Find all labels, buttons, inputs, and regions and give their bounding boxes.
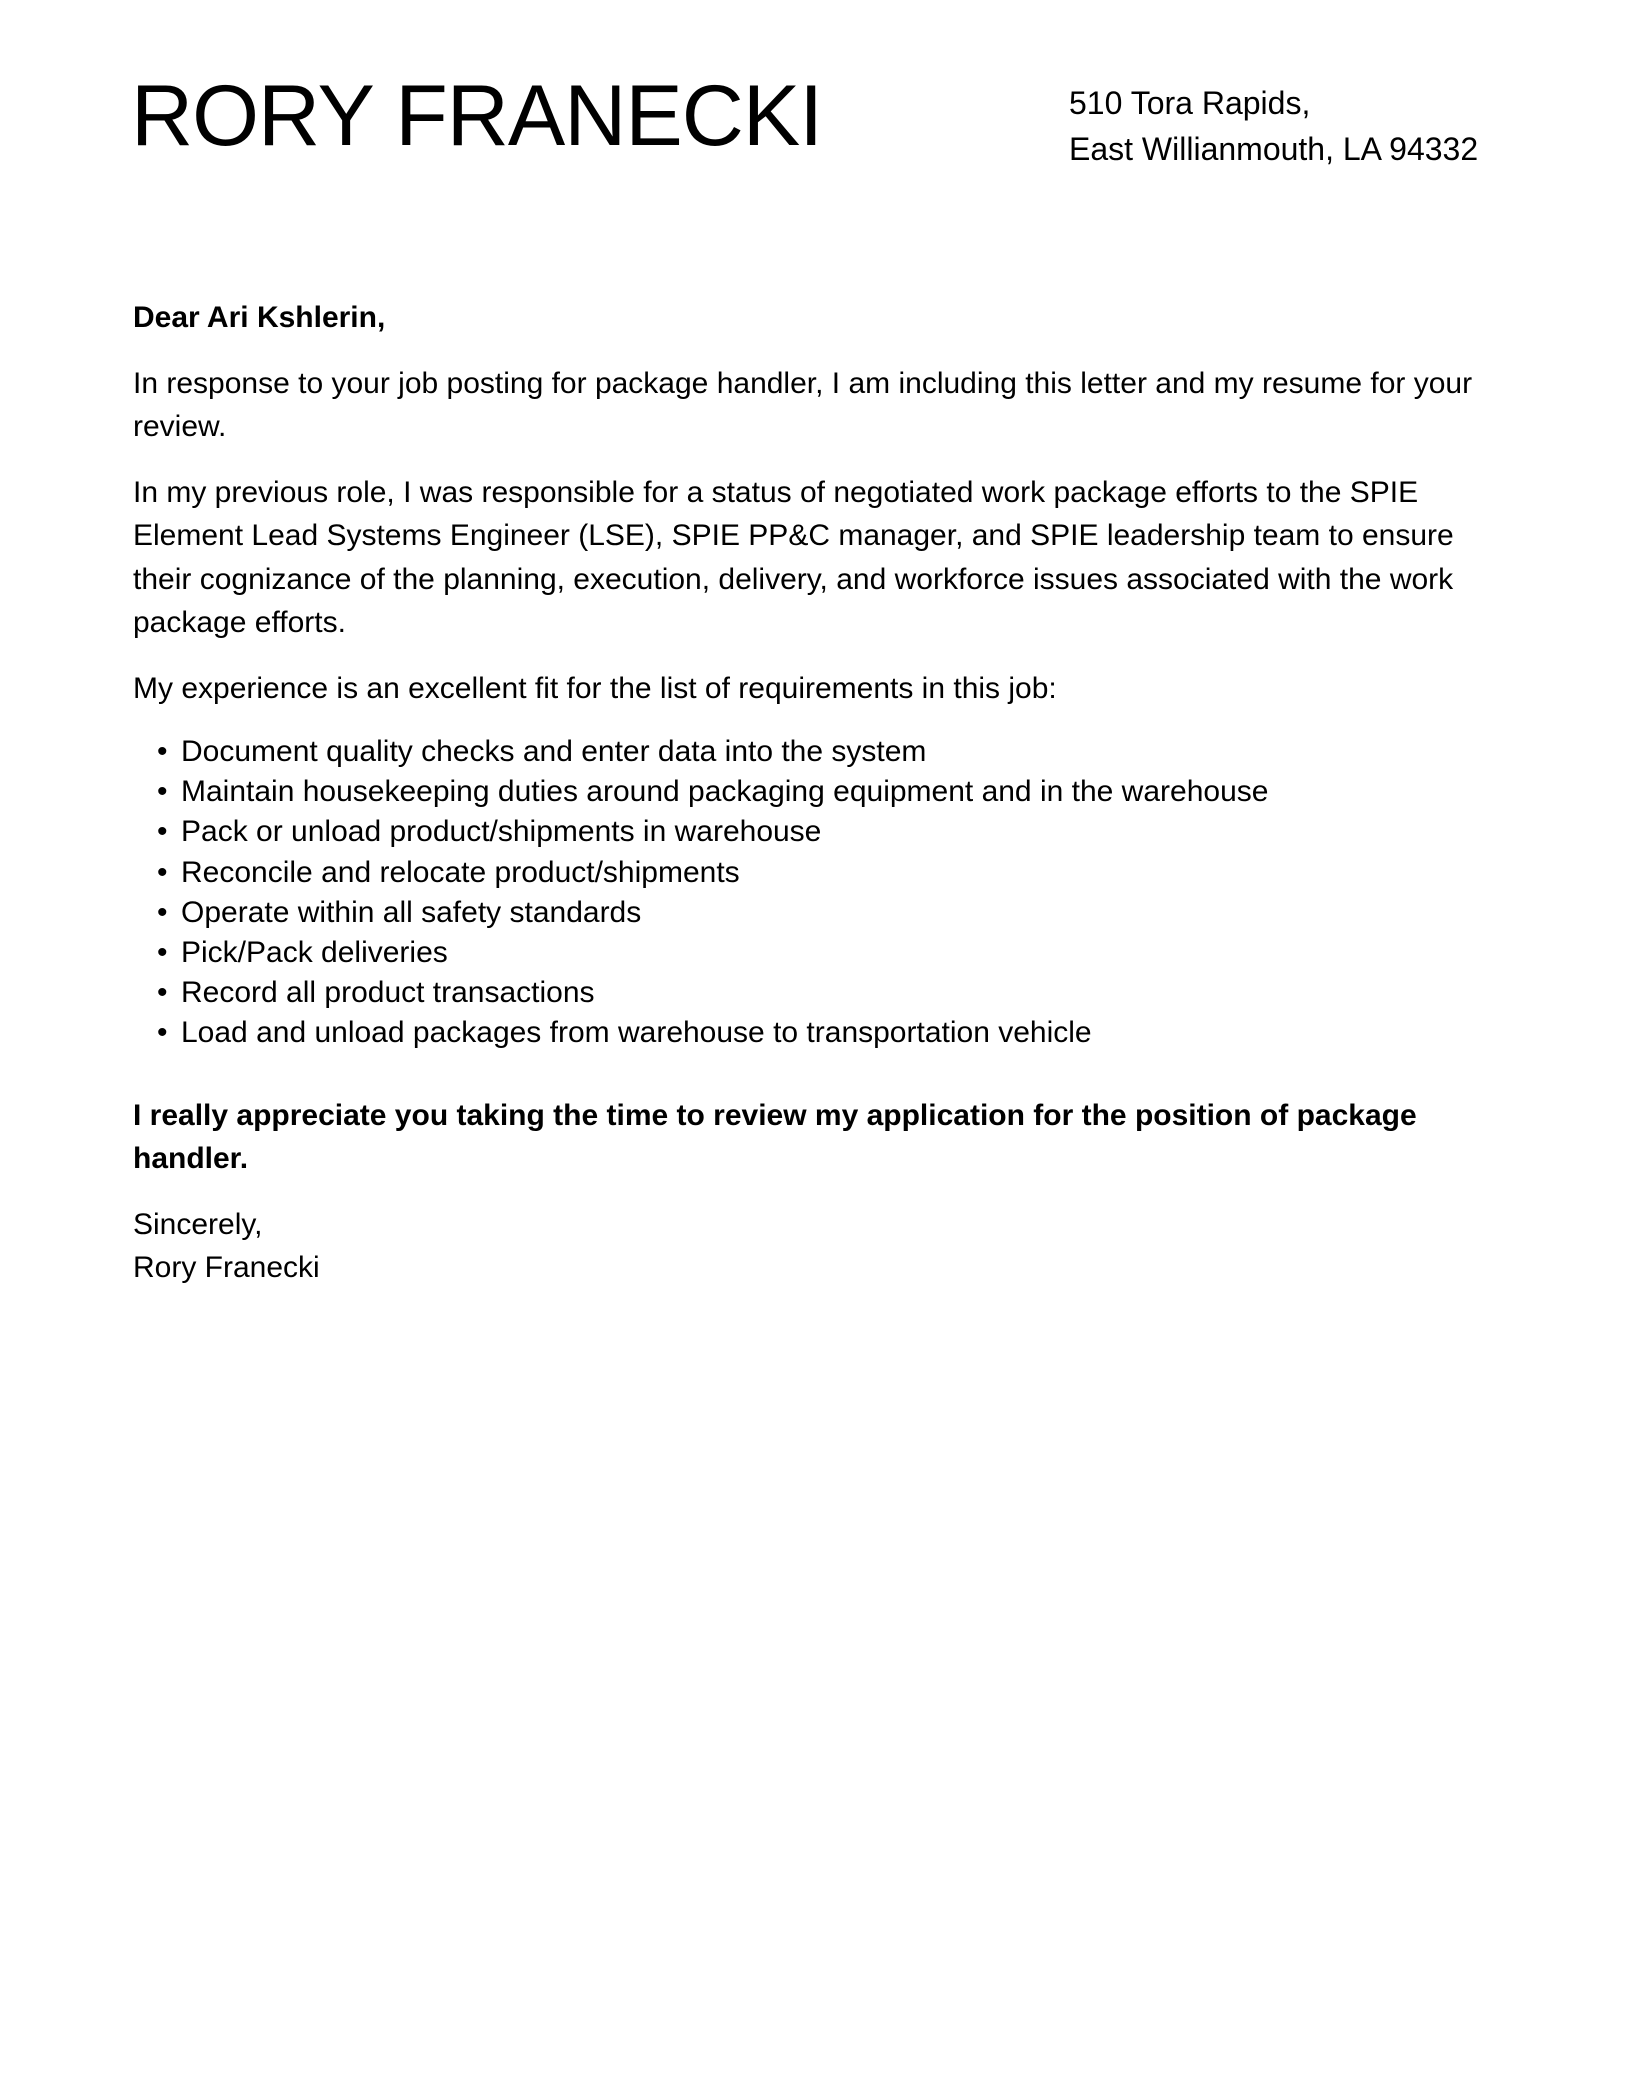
list-item [133, 1013, 1503, 1053]
requirement-text: Pack or unload product/shipments in warehouse [181, 815, 822, 849]
bullet-icon: • [157, 1016, 168, 1050]
salutation: Dear Ari Kshlerin, [133, 301, 386, 334]
signoff: Sincerely, [133, 1207, 263, 1241]
bullet-icon: • [157, 775, 168, 809]
requirement-text: Operate within all safety standards [181, 895, 642, 929]
list-item [133, 812, 1503, 852]
list-item [133, 973, 1503, 1013]
intro-paragraph: In response to your job posting for package handler, I am including this letter and my resume for your review. [133, 366, 1473, 443]
applicant-address [1069, 80, 1478, 172]
address-line-1: 510 Tora Rapids, [1069, 85, 1311, 121]
applicant-name: RORY FRANECKI [131, 68, 823, 164]
bullet-icon: • [157, 976, 168, 1010]
bullet-icon: • [157, 936, 168, 970]
bullet-icon: • [157, 735, 168, 768]
list-item [133, 853, 1503, 893]
requirement-text: Document quality checks and enter data into the system [181, 735, 927, 768]
requirements-intro: My experience is an excellent fit for the list of requirements in this job: [133, 671, 1057, 705]
letter-body [133, 296, 1503, 1290]
requirement-text: Record all product transactions [181, 976, 595, 1010]
list-item [133, 933, 1503, 973]
experience-paragraph: In my previous role, I was responsible for a status of negotiated work package efforts to the SPIE Element Lead Systems Engineer (LSE), SPIE PP&C manager, and SPIE leadership team to ensure their cognizance of the planning, execution, delivery, and workforce issues associated with the work package efforts. [133, 475, 1454, 639]
list-item [133, 772, 1503, 812]
bullet-icon: • [157, 855, 168, 889]
requirements-list [133, 732, 1503, 1054]
requirement-text: Reconcile and relocate product/shipments [181, 855, 740, 889]
requirement-text: Load and unload packages from warehouse to transportation vehicle [181, 1016, 1092, 1050]
closing-paragraph: I really appreciate you taking the time to review my application for the position of package handler. [133, 1098, 1417, 1176]
list-item [133, 732, 1503, 772]
bullet-icon: • [157, 895, 168, 929]
address-line-2: East Willianmouth, LA 94332 [1069, 131, 1479, 167]
signature: Rory Franecki [133, 1251, 320, 1285]
requirement-text: Maintain housekeeping duties around packaging equipment and in the warehouse [181, 775, 1269, 809]
bullet-icon: • [157, 815, 168, 849]
list-item [133, 893, 1503, 933]
signoff-block [133, 1203, 1503, 1290]
requirement-text: Pick/Pack deliveries [181, 936, 448, 970]
